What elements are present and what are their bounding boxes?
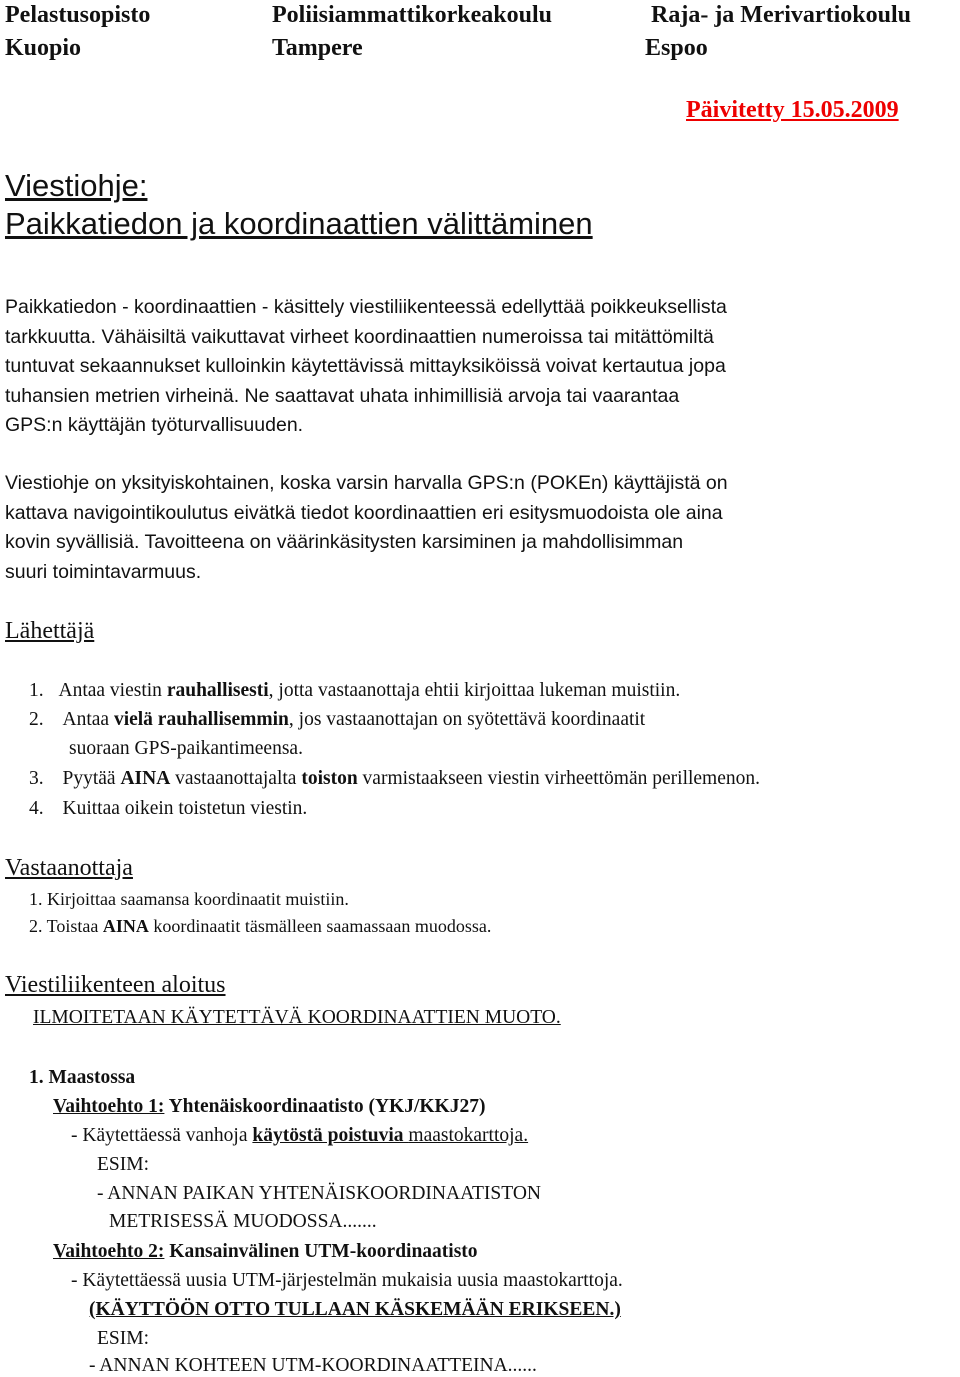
intro-p1-line: tuntuvat sekaannukset kulloinkin käytettävissä mittayksiköissä voivat kertautua jopa	[5, 355, 726, 377]
org-kuopio: Kuopio	[5, 35, 82, 61]
receiver-item-1: 1. Kirjoittaa saamansa koordinaatit muistiin.	[29, 889, 349, 909]
org-raja-merivartiokoulu: Raja- ja Merivartiokoulu	[651, 2, 911, 28]
sender-item-3	[29, 768, 760, 790]
org-pelastusopisto: Pelastusopisto	[5, 2, 151, 28]
item-text: varmistaakseen viestin virheettömän perillemenon.	[357, 768, 761, 789]
sender-item-2	[29, 709, 645, 731]
intro-p2	[5, 469, 728, 587]
intro-p1	[5, 293, 727, 441]
option-1-bullet	[71, 1125, 528, 1147]
sender-item-2-cont: suoraan GPS-paikantimeensa.	[69, 738, 303, 759]
option-2-bullet: - Käytettäessä uusia UTM-järjestelmän mukaisia uusia maastokarttoja.	[71, 1270, 623, 1291]
sender-heading: Lähettäjä	[5, 618, 95, 644]
intro-p2-line: suuri toimintavarmuus.	[5, 560, 202, 583]
doc-title-line1: Viestiohje:	[5, 168, 148, 203]
option-2	[53, 1241, 478, 1263]
item-emphasis: toiston	[301, 768, 358, 789]
terrain-heading: 1. Maastossa	[29, 1067, 136, 1088]
item-text: Antaa	[62, 709, 114, 730]
org-espoo: Espoo	[645, 35, 708, 61]
intro-p1-line: tuhansien metrien virheinä. Ne saattavat uhata inhimillisiä arvoja tai vaarantaa	[5, 384, 680, 407]
item-emphasis: rauhallisesti	[166, 680, 269, 701]
item-text: Antaa viestin	[58, 680, 167, 701]
sender-item-1	[29, 680, 680, 702]
org-tampere: Tampere	[272, 35, 363, 61]
doc-title-line2: Paikkatiedon ja koordinaattien välittäminen	[5, 206, 593, 241]
option-2-example-1: - ANNAN KOHTEEN UTM-KOORDINAATTEINA......	[89, 1355, 537, 1376]
receiver-item-2	[29, 916, 491, 937]
intro-p2-line: kattava navigointikoulutus eivätkä tiedot koordinaattien eri esitysmuodoista ole aina	[5, 501, 723, 524]
start-note: ILMOITETAAN KÄYTETTÄVÄ KOORDINAATTIEN MUOTO.	[33, 1007, 561, 1028]
intro-p2-line: kovin syvällisiä. Tavoitteena on väärinkäsitysten karsiminen ja mahdollisimman	[5, 531, 684, 553]
item-emphasis: AINA	[120, 768, 171, 789]
item-text: vastaanottajalta	[170, 768, 302, 789]
intro-p2-line: Viestiohje on yksityiskohtainen, koska varsin harvalla GPS:n (POKEn) käyttäjistä on	[5, 472, 728, 494]
option-1-example-2: METRISESSÄ MUODOSSA.......	[109, 1211, 377, 1232]
option-2-esim: ESIM:	[97, 1328, 150, 1349]
item-text: 2. Toistaa	[29, 916, 103, 936]
item-number: 2.	[29, 709, 44, 730]
intro-p1-line: GPS:n käyttäjän työturvallisuuden.	[5, 414, 304, 436]
item-text: , jotta vastaanottaja ehtii kirjoittaa lukeman muistiin.	[268, 680, 681, 701]
option-1	[53, 1096, 485, 1118]
sender-item-4	[29, 798, 307, 820]
updated-date: Päivitetty 15.05.2009	[686, 97, 899, 123]
item-number: 1.	[29, 680, 44, 701]
option-1-example-1: - ANNAN PAIKAN YHTENÄISKOORDINAATISTON	[97, 1183, 541, 1204]
option-label: Vaihtoehto 2:	[53, 1241, 165, 1262]
option-1-esim: ESIM:	[97, 1154, 150, 1175]
item-number: 4.	[29, 798, 44, 819]
intro-p1-line: Paikkatiedon - koordinaattien - käsittely viestiliikenteessä edellyttää poikkeuksellista	[5, 296, 727, 318]
item-number: 3.	[29, 768, 44, 789]
start-heading: Viestiliikenteen aloitus	[5, 972, 226, 998]
item-text: koordinaatit täsmälleen saamassaan muodossa.	[148, 916, 492, 936]
item-emphasis: AINA	[102, 916, 149, 936]
option-2-note: (KÄYTTÖÖN OTTO TULLAAN KÄSKEMÄÄN ERIKSEEN.)	[89, 1299, 621, 1320]
bullet-text: - Käytettäessä vanhoja	[71, 1125, 253, 1146]
org-poliisiammattikorkeakoulu: Poliisiammattikorkeakoulu	[272, 2, 553, 28]
option-desc: Yhtenäiskoordinaatisto (YKJ/KKJ27)	[164, 1096, 486, 1117]
option-desc: Kansainvälinen UTM-koordinaatisto	[164, 1241, 478, 1262]
item-emphasis: vielä rauhallisemmin	[113, 709, 289, 730]
option-label: Vaihtoehto 1:	[53, 1096, 165, 1117]
item-text: , jos vastaanottajan on syötettävä koordinaatit	[288, 709, 646, 730]
receiver-heading: Vastaanottaja	[5, 855, 133, 881]
item-text: Kuittaa oikein toistetun viestin.	[62, 798, 308, 819]
bullet-text: maastokarttoja.	[408, 1125, 529, 1146]
bullet-emphasis: käytöstä poistuvia	[252, 1125, 409, 1146]
intro-p1-line: tarkkuutta. Vähäisiltä vaikuttavat virheet koordinaattien numeroissa tai mitättömiltä	[5, 325, 714, 348]
item-text: Pyytää	[62, 768, 121, 789]
